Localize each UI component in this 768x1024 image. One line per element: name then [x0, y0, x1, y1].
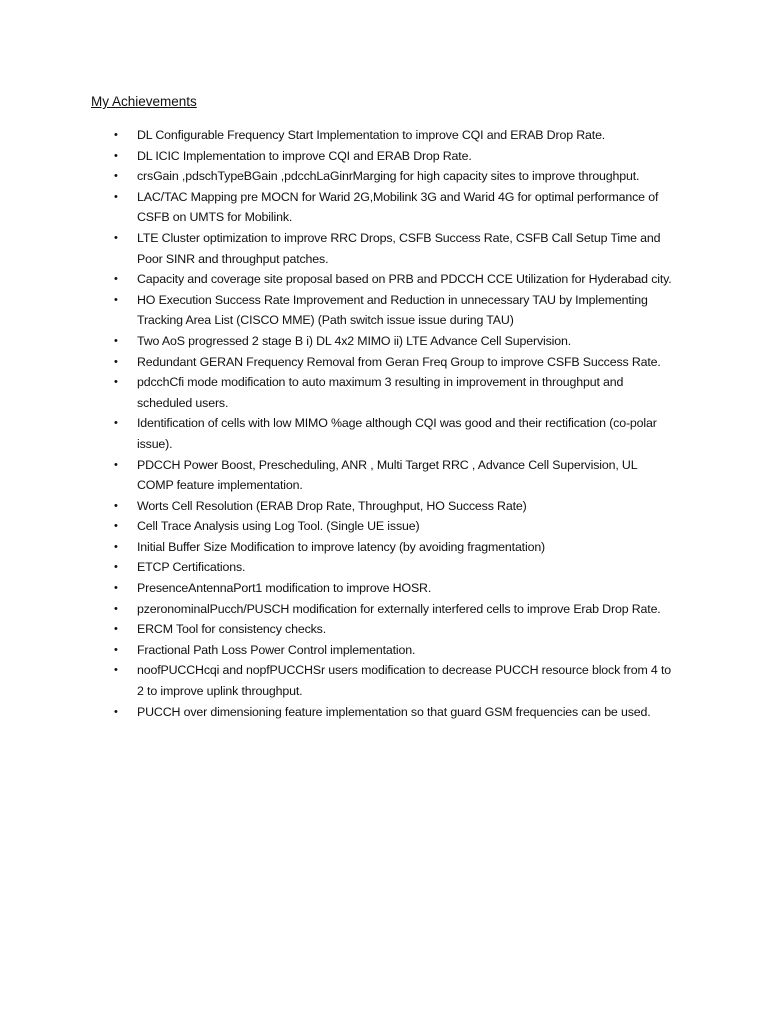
list-item — [114, 496, 674, 517]
list-item-text: Identification of cells with low MIMO %age although CQI was good and their rectification (co-polar issue). — [137, 416, 657, 451]
list-item-text: Redundant GERAN Frequency Removal from Geran Freq Group to improve CSFB Success Rate. — [137, 354, 661, 369]
list-item — [114, 331, 674, 352]
bullet-icon: • — [114, 376, 118, 389]
list-item-text: ERCM Tool for consistency checks. — [137, 622, 327, 637]
list-item — [114, 166, 674, 187]
list-item-text: pzeronominalPucch/PUSCH modification for externally interfered cells to improve Erab Drop Rate. — [137, 601, 661, 616]
list-item — [114, 660, 674, 701]
list-item — [114, 599, 674, 620]
section-heading: My Achievements — [91, 94, 197, 109]
bullet-icon: • — [114, 643, 118, 656]
list-item — [114, 537, 674, 558]
bullet-icon: • — [114, 293, 118, 306]
list-item-text: DL Configurable Frequency Start Implementation to improve CQI and ERAB Drop Rate. — [137, 128, 606, 142]
list-item-text: LAC/TAC Mapping pre MOCN for Warid 2G,Mobilink 3G and Warid 4G for optimal performance of CSFB on UMTS for Mobilink. — [137, 189, 659, 225]
list-item — [114, 228, 674, 269]
list-item-text: Two AoS progressed 2 stage B i) DL 4x2 MIMO ii) LTE Advance Cell Supervision. — [137, 333, 572, 348]
bullet-icon: • — [114, 231, 118, 244]
list-item — [114, 516, 674, 537]
list-item-text: PresenceAntennaPort1 modification to improve HOSR. — [137, 581, 432, 596]
list-item — [114, 702, 674, 723]
list-item — [114, 619, 674, 640]
list-item-text: DL ICIC Implementation to improve CQI and ERAB Drop Rate. — [137, 148, 472, 163]
list-item — [114, 578, 674, 599]
achievements-list — [114, 125, 674, 722]
list-item — [114, 146, 674, 167]
bullet-icon: • — [114, 520, 118, 533]
list-item-text: Worts Cell Resolution (ERAB Drop Rate, Throughput, HO Success Rate) — [137, 498, 527, 513]
bullet-icon: • — [114, 190, 118, 203]
bullet-icon: • — [114, 273, 118, 286]
list-item — [114, 413, 674, 454]
list-item — [114, 455, 674, 496]
bullet-icon: • — [114, 458, 118, 471]
list-item — [114, 352, 674, 373]
list-item-text: ETCP Certifications. — [137, 560, 246, 575]
bullet-icon: • — [114, 705, 118, 718]
bullet-icon: • — [114, 561, 118, 574]
list-item-text: Fractional Path Loss Power Control implementation. — [137, 642, 416, 657]
list-item-text: PUCCH over dimensioning feature implementation so that guard GSM frequencies can be used. — [137, 704, 651, 719]
bullet-icon: • — [114, 664, 118, 677]
list-item — [114, 640, 674, 661]
bullet-icon: • — [114, 355, 118, 368]
list-item — [114, 187, 674, 228]
bullet-icon: • — [114, 417, 118, 430]
list-item-text: Capacity and coverage site proposal based on PRB and PDCCH CCE Utilization for Hyderabad city. — [137, 272, 672, 287]
list-item-text: crsGain ,pdschTypeBGain ,pdcchLaGinrMarging for high capacity sites to improve throughput. — [137, 169, 640, 184]
list-item — [114, 269, 674, 290]
list-item — [114, 557, 674, 578]
list-item-text: PDCCH Power Boost, Prescheduling, ANR , Multi Target RRC , Advance Cell Supervision, UL COMP feature implementation. — [137, 457, 637, 493]
list-item — [114, 372, 674, 413]
list-item-text: Initial Buffer Size Modification to improve latency (by avoiding fragmentation) — [137, 539, 546, 554]
bullet-icon: • — [114, 623, 118, 636]
list-item-text: LTE Cluster optimization to improve RRC Drops, CSFB Success Rate, CSFB Call Setup Time and Poor SINR and throughput patches. — [137, 230, 661, 266]
list-item-text: noofPUCCHcqi and nopfPUCCHSr users modification to decrease PUCCH resource block from 4 to 2 to improve uplink throughput. — [137, 663, 671, 699]
bullet-icon: • — [114, 602, 118, 615]
bullet-icon: • — [114, 170, 118, 183]
bullet-icon: • — [114, 582, 118, 595]
list-item — [114, 125, 674, 146]
list-item-text: HO Execution Success Rate Improvement and Reduction in unnecessary TAU by Implementing Tracking Area List (CISCO MME) (Path switch issue issue during TAU) — [137, 292, 648, 328]
bullet-icon: • — [114, 129, 118, 141]
bullet-icon: • — [114, 149, 118, 162]
list-item — [114, 290, 674, 331]
bullet-icon: • — [114, 334, 118, 347]
bullet-icon: • — [114, 499, 118, 512]
list-item-text: pdcchCfi mode modification to auto maximum 3 resulting in improvement in throughput and scheduled users. — [137, 375, 624, 410]
list-item-text: Cell Trace Analysis using Log Tool. (Single UE issue) — [137, 519, 420, 534]
bullet-icon: • — [114, 540, 118, 553]
